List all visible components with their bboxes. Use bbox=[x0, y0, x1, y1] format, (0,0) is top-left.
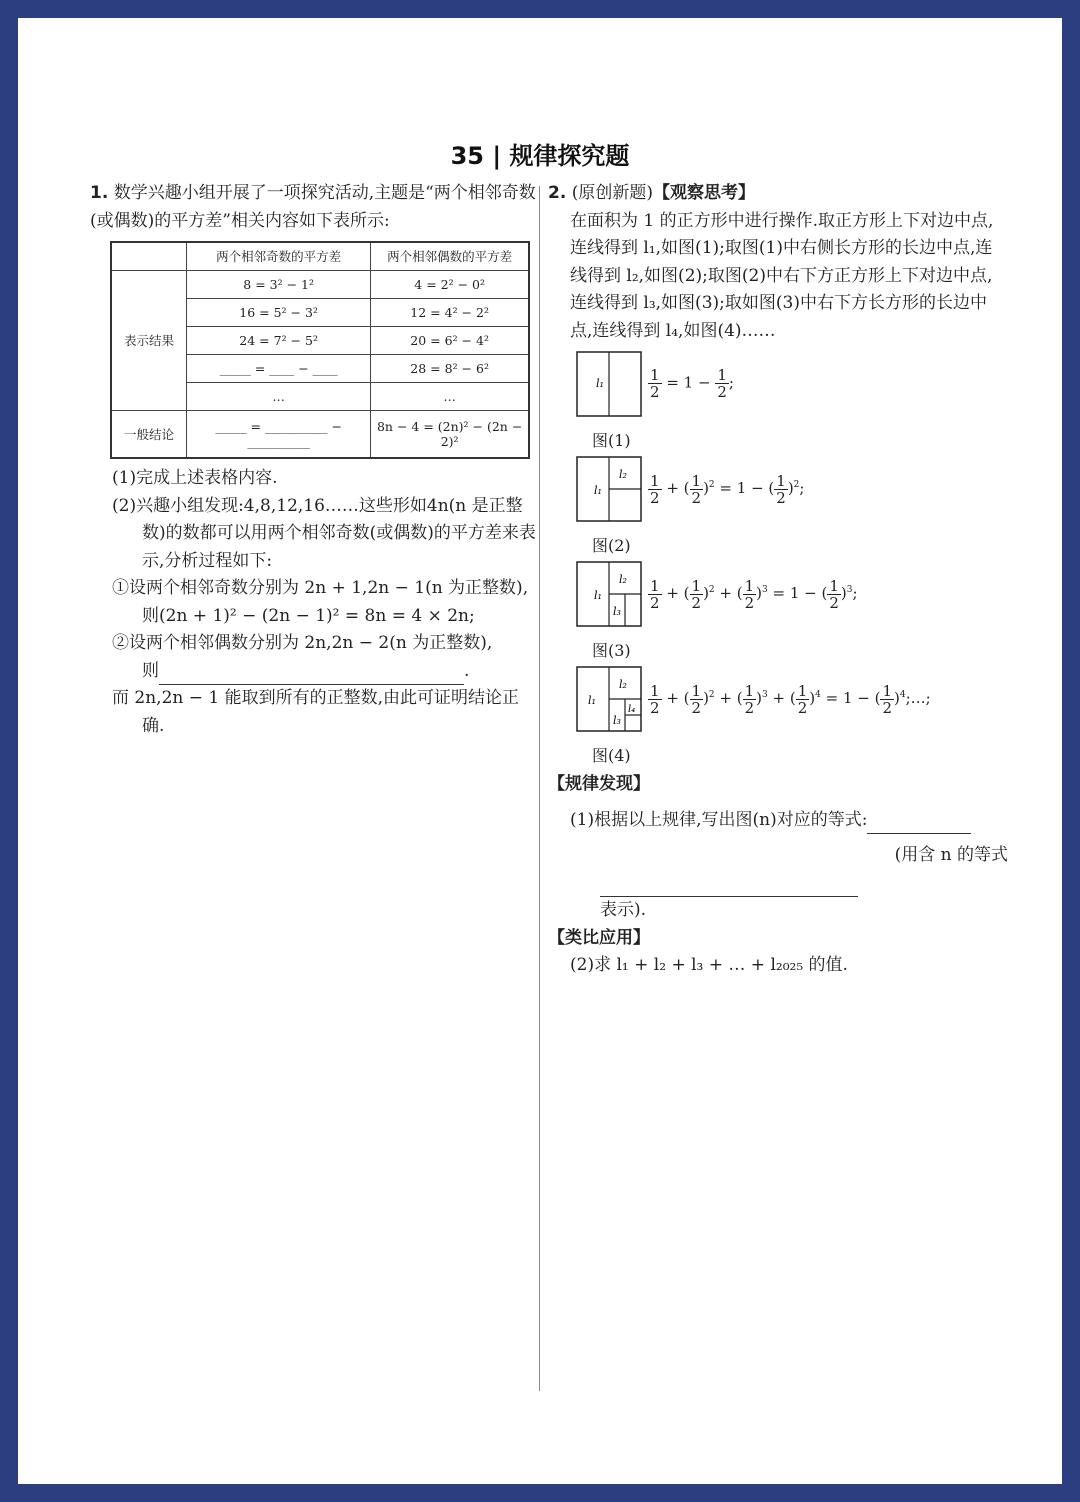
table-cell: 24 = 7² − 5² bbox=[187, 327, 371, 355]
table-row-label: 表示结果 bbox=[111, 271, 187, 411]
q2-part1-hint: (用含 n 的等式 bbox=[894, 845, 1008, 865]
figure-2 bbox=[548, 456, 1008, 561]
table-head-even: 两个相邻偶数的平方差 bbox=[371, 242, 529, 271]
figure-4-diagram bbox=[576, 666, 644, 734]
table-cell: 16 = 5² − 3² bbox=[187, 299, 371, 327]
q2-part1-end: 表示). bbox=[600, 900, 647, 920]
table-conclusion-row bbox=[111, 411, 529, 459]
figure-4 bbox=[548, 666, 1008, 771]
table-cell: 28 = 8² − 6² bbox=[371, 355, 529, 383]
figure-2-diagram bbox=[576, 456, 644, 524]
figure-3-equation: $\frac{1}{2}$ + ( $\frac{1}{2}$ )$^2$ + ( $\frac{1}{2}$ )$^3$ = 1 − ( $\frac{1}{2}$ )$^3$; bbox=[650, 576, 858, 612]
figure-4-caption: 图(4) bbox=[592, 746, 631, 765]
svg-text:l₂: l₂ bbox=[619, 573, 627, 586]
figure-4-equation: $\frac{1}{2}$ + ( $\frac{1}{2}$ )$^2$ + ( $\frac{1}{2}$ )$^3$ + ( $\frac{1}{2}$ )$^4$ = 1 − ( $\frac{1}{2}$ )$^4$;…; bbox=[650, 681, 931, 717]
q2-part1 bbox=[548, 807, 1008, 835]
svg-text:l₂: l₂ bbox=[619, 468, 627, 481]
q2-tag-observe: 【观察思考】 bbox=[652, 183, 755, 203]
figure-3-caption: 图(3) bbox=[592, 641, 631, 660]
q1-step1b: 则(2n + 1)² − (2n − 1)² = 8n = 4 × 2n; bbox=[142, 605, 475, 626]
table-cell: 20 = 6² − 4² bbox=[371, 327, 529, 355]
page-title: 35 | 规律探究题 bbox=[450, 142, 630, 170]
svg-text:l₄: l₄ bbox=[628, 704, 636, 715]
table-cell: 8 = 3² − 1² bbox=[187, 271, 371, 299]
figure-2-equation: $\frac{1}{2}$ + ( $\frac{1}{2}$ )$^2$ = 1 − ( $\frac{1}{2}$ )$^2$; bbox=[650, 471, 805, 507]
table-conclusion-odd: _____ = __________ − __________ bbox=[187, 411, 371, 459]
answer-blank[interactable] bbox=[159, 670, 464, 685]
q2-number: 2. bbox=[548, 183, 567, 203]
table-head-odd: 两个相邻奇数的平方差 bbox=[187, 242, 371, 271]
svg-text:l₁: l₁ bbox=[594, 484, 602, 497]
worksheet-page bbox=[18, 18, 1062, 1484]
table-row bbox=[111, 271, 529, 299]
q2-intro: 在面积为 1 的正方形中进行操作.取正方形上下对边中点,连线得到 l₁,如图(1);取图(1)中右侧长方形的长边中点,连线得到 l₂,如图(2);取图(2)中右下方正方形上下对边中点,连线得到 l₃,如图(3);取如图(3)中右下方长方形的长边中点,连线得到 l₄,如图(4)…… bbox=[570, 210, 994, 341]
table-header-row bbox=[111, 242, 529, 271]
q2-tag-rule: 【规律发现】 bbox=[548, 774, 650, 794]
svg-text:l₃: l₃ bbox=[613, 714, 621, 727]
q2-part2: (2)求 l₁ + l₂ + l₃ + … + l₂₀₂₅ 的值. bbox=[570, 955, 848, 975]
q1-intro-text: 数学兴趣小组开展了一项探究活动,主题是“两个相邻奇数(或偶数)的平方差”相关内容如下表所示: bbox=[90, 183, 536, 231]
figure-1-equation: $\frac{1}{2}$ = 1 − $\frac{1}{2}$ ; bbox=[650, 366, 734, 401]
table-conclusion-label: 一般结论 bbox=[111, 411, 187, 459]
table-cell: … bbox=[187, 383, 371, 411]
figure-3 bbox=[548, 561, 1008, 666]
q1-step2: ②设两个相邻偶数分别为 2n,2n − 2(n 为正整数), bbox=[112, 633, 493, 653]
q1-step1: ①设两个相邻奇数分别为 2n + 1,2n − 1(n 为正整数), bbox=[112, 578, 529, 598]
q2-source: (原创新题) bbox=[571, 183, 653, 203]
q1-step2b: 则 . bbox=[90, 658, 536, 686]
q2-header bbox=[548, 180, 1008, 208]
table-corner bbox=[111, 242, 187, 271]
column-divider bbox=[539, 186, 540, 1391]
svg-text:l₃: l₃ bbox=[613, 605, 621, 618]
table-cell: … bbox=[371, 383, 529, 411]
figure-2-caption: 图(2) bbox=[592, 536, 631, 555]
answer-blank[interactable] bbox=[867, 819, 971, 834]
figure-1 bbox=[548, 351, 1008, 456]
q1-step3: 而 2n,2n − 1 能取到所有的正整数,由此可证明结论正确. bbox=[112, 688, 520, 736]
svg-text:l₂: l₂ bbox=[619, 678, 627, 691]
question-1 bbox=[90, 180, 536, 740]
fig-label-l1: l₁ bbox=[596, 377, 604, 390]
svg-text:l₁: l₁ bbox=[588, 694, 596, 707]
figure-3-diagram bbox=[576, 561, 644, 629]
q2-tag-app: 【类比应用】 bbox=[548, 927, 650, 948]
answer-blank[interactable] bbox=[600, 882, 858, 897]
table-cell: 12 = 4² − 2² bbox=[371, 299, 529, 327]
svg-text:l₁: l₁ bbox=[594, 589, 602, 602]
figure-1-caption: 图(1) bbox=[592, 431, 631, 450]
table-cell-blank: _____ = ____ − ____ bbox=[187, 355, 371, 383]
q1-part2: (2)兴趣小组发现:4,8,12,16……这些形如4n(n 是正整数)的数都可以用两个相邻奇数(或偶数)的平方差来表示,分析过程如下: bbox=[112, 495, 536, 571]
q1-intro bbox=[90, 180, 536, 235]
table-cell: 4 = 2² − 0² bbox=[371, 271, 529, 299]
q1-table bbox=[110, 241, 530, 459]
q1-number: 1. bbox=[90, 183, 109, 203]
table-conclusion-even: 8n − 4 = (2n)² − (2n − 2)² bbox=[371, 411, 529, 459]
question-2 bbox=[548, 180, 1008, 980]
q1-part1: (1)完成上述表格内容. bbox=[112, 468, 278, 488]
q2-part1-blank-line bbox=[548, 870, 1008, 898]
q2-part1-text: (1)根据以上规律,写出图(n)对应的等式: bbox=[570, 809, 868, 830]
q1-step2b-text: 则 bbox=[142, 660, 159, 681]
figure-1-diagram bbox=[576, 351, 644, 419]
